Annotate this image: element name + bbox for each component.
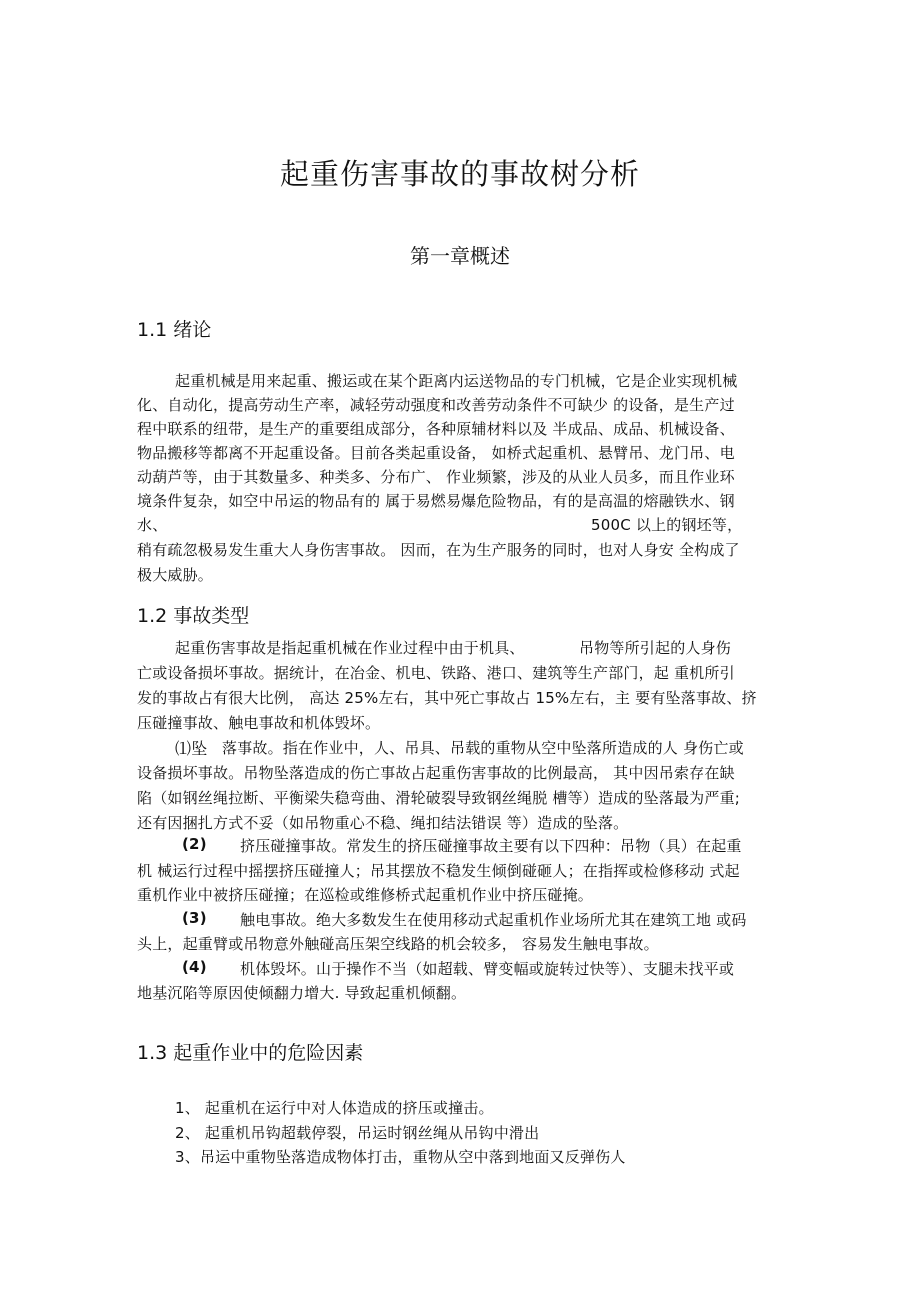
section-heading-1-3: 1.3 起重作业中的危险因素 xyxy=(137,1042,364,1064)
paragraph-line: 挤压碰撞事故。常发生的挤压碰撞事故主要有以下四种：吊物（具）在起重 xyxy=(240,837,742,855)
paragraph-line: 陷（如钢丝绳拉断、平衡梁失稳弯曲、滑轮破裂导致钢丝绳脱 槽等）造成的坠落最为严重; xyxy=(137,789,741,807)
paragraph-line: 起重机械是用来起重、搬运或在某个距离内运送物品的专门机械，它是企业实现机械 xyxy=(175,372,738,390)
item-number-1: ⑴坠 xyxy=(175,739,208,758)
paragraph-line: 机 械运行过程中摇摆挤压碰撞人；吊其摆放不稳发生倾倒碰砸人；在指挥或检修移动 式起 xyxy=(137,862,740,880)
item-number-4: (4) xyxy=(182,958,207,976)
list-item: 1、 起重机在运行中对人体造成的挤压或撞击。 xyxy=(175,1099,494,1117)
document-title: 起重伤害事故的事故树分析 xyxy=(279,157,640,191)
paragraph-line: 境条件复杂，如空中吊运的物品有的 属于易燃易爆危险物品，有的是高温的熔融铁水、钢 xyxy=(137,492,735,510)
paragraph-line: 化、自动化，提高劳动生产率，减轻劳动强度和改善劳动条件不可缺少 的设备，是生产过 xyxy=(137,396,735,414)
section-heading-1-1: 1.1 绪论 xyxy=(137,319,212,341)
paragraph-line: 落事故。指在作业中，人、吊具、吊载的重物从空中坠落所造成的人 身伤亡或 xyxy=(222,739,744,757)
paragraph-line: 机体毁坏。山于操作不当（如超载、臂变幅或旋转过快等）、支腿未找平或 xyxy=(240,960,735,978)
paragraph-line: 地基沉陷等原因使倾翻力增大. 导致起重机倾翻。 xyxy=(137,984,467,1002)
paragraph-line: 发的事故占有很大比例， 高达 25%左右，其中死亡事故占 15%左右，主 要有坠落事故、挤 xyxy=(137,689,757,707)
item-number-3: (3) xyxy=(182,909,207,927)
section-heading-1-2: 1.2 事故类型 xyxy=(137,605,250,627)
item-number-2: (2) xyxy=(182,835,207,853)
list-item: 2、 起重机吊钩超载停裂，吊运时钢丝绳从吊钩中滑出 xyxy=(175,1124,540,1142)
list-item: 3、吊运中重物坠落造成物体打击，重物从空中落到地面又反弹伤人 xyxy=(175,1148,626,1166)
paragraph-line: 程中联系的纽带，是生产的重要组成部分，各种原辅材料以及 半成品、成品、机械设备、 xyxy=(137,420,735,438)
paragraph-line: 头上，起重臂或吊物意外触碰高压架空线路的机会较多， 容易发生触电事故。 xyxy=(137,935,659,953)
paragraph-line: 亡或设备损坏事故。据统计，在冶金、机电、铁路、港口、建筑等生产部门，起 重机所引 xyxy=(137,664,735,682)
paragraph-line: 设备损坏事故。吊物坠落造成的伤亡事故占起重伤害事故的比例最高， 其中因吊索存在缺 xyxy=(137,764,735,782)
paragraph-line: 物品搬移等都离不开起重设备。目前各类起重设备， 如桥式起重机、悬臂吊、龙门吊、电 xyxy=(137,444,735,462)
paragraph-line: 极大威胁。 xyxy=(137,566,214,584)
paragraph-line: 水、 xyxy=(137,516,168,534)
paragraph-line-temperature: 500C 以上的钢坯等， xyxy=(591,516,743,534)
paragraph-line: 吊物等所引起的人身伤 xyxy=(579,639,732,657)
paragraph-line: 重机作业中被挤压碰撞；在巡检或维修桥式起重机作业中挤压碰掩。 xyxy=(137,886,594,904)
paragraph-line: 动葫芦等，由于其数量多、种类多、分布广、 作业频繁，涉及的从业人员多，而且作业环 xyxy=(137,468,735,486)
paragraph-line: 起重伤害事故是指起重机械在作业过程中由于机具、 xyxy=(175,639,525,657)
paragraph-line: 压碰撞事故、触电事故和机体毁坏。 xyxy=(137,714,381,732)
paragraph-line: 还有因捆扎方式不妥（如吊物重心不稳、绳扣结法错误 等）造成的坠落。 xyxy=(137,814,629,832)
paragraph-line: 稍有疏忽极易发生重大人身伤害事故。 因而，在为生产服务的同时，也对人身安 全构成了 xyxy=(137,541,740,559)
chapter-heading: 第一章概述 xyxy=(410,244,510,268)
paragraph-line: 触电事故。绝大多数发生在使用移动式起重机作业场所尤其在建筑工地 或码 xyxy=(240,911,747,929)
